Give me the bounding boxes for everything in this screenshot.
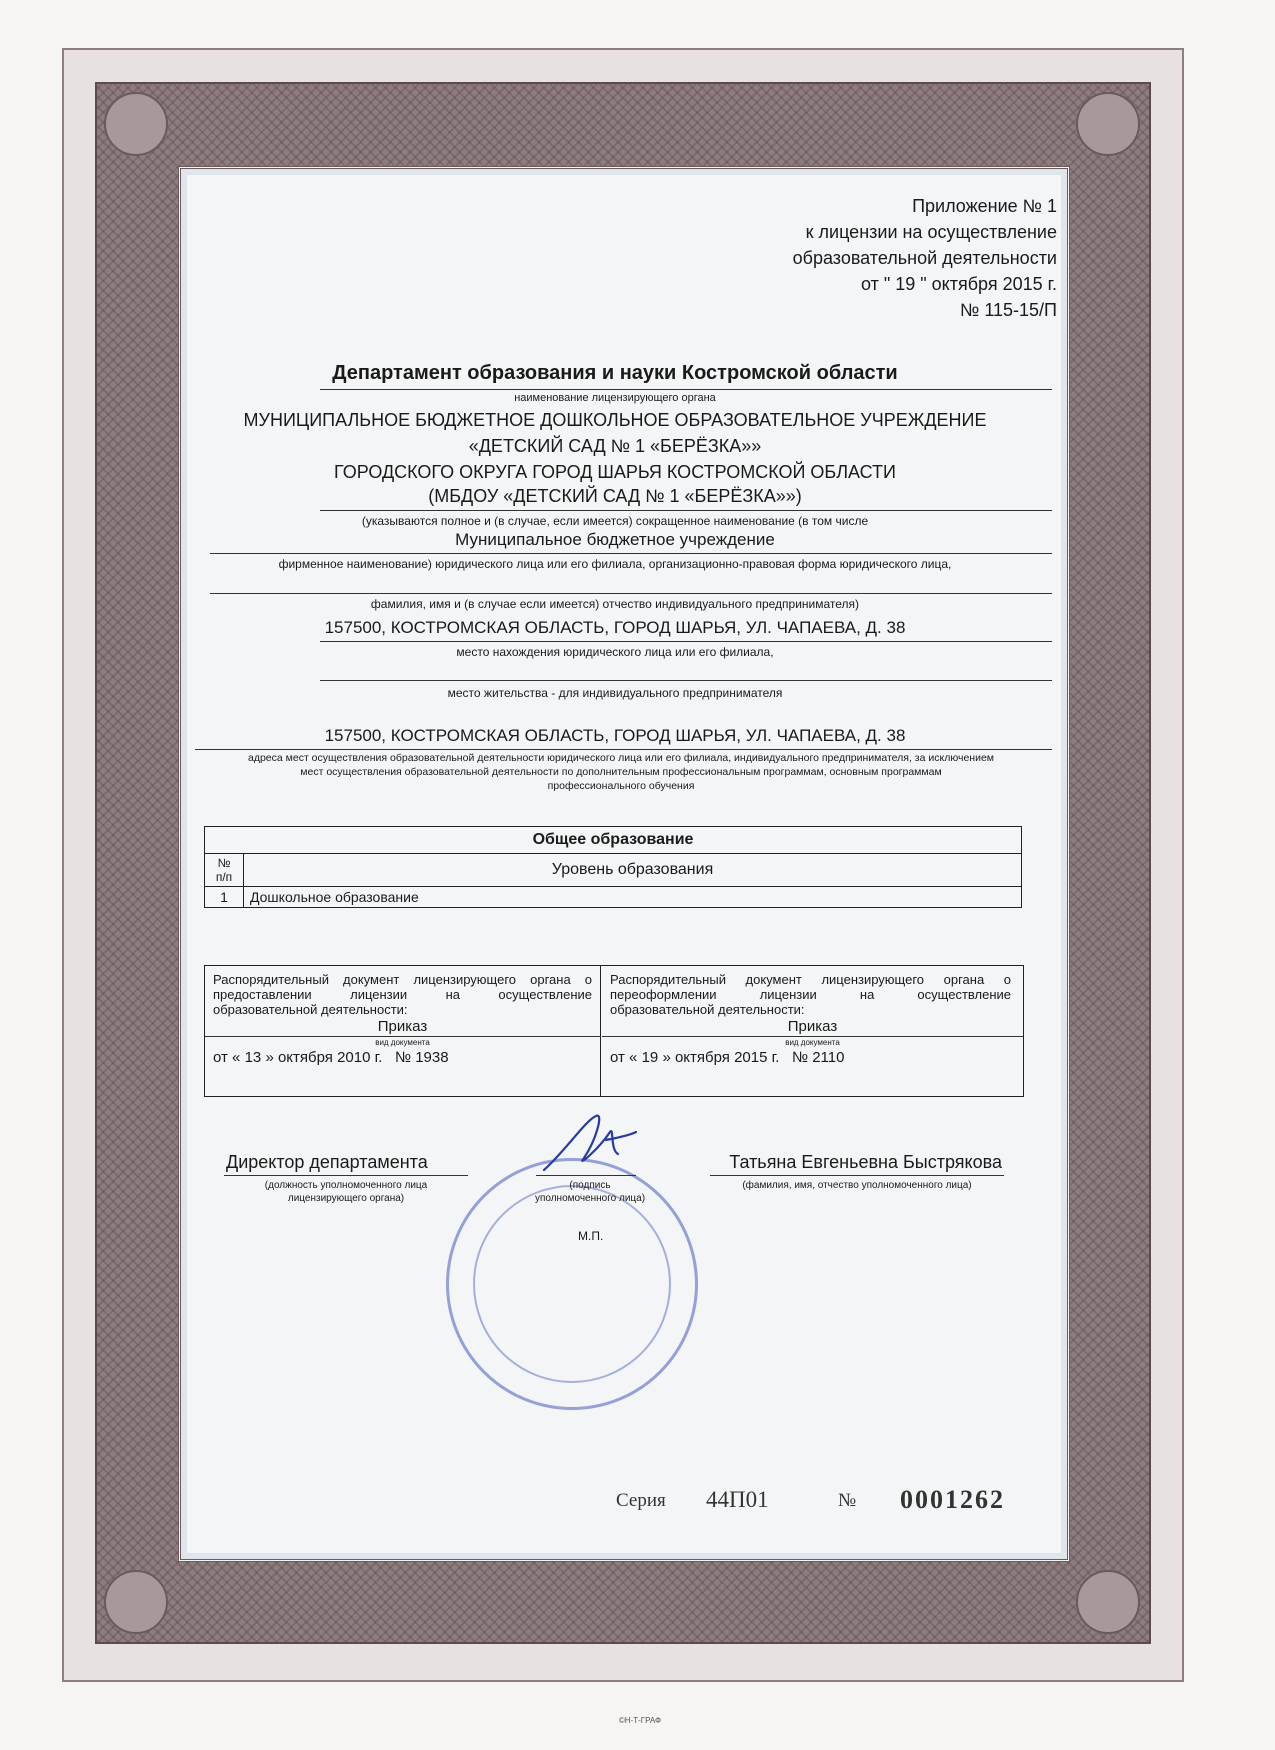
date-month-year: » октября 2015 г.: [662, 1049, 780, 1066]
right-doc-line-3: образовательной деятельности:: [610, 1002, 805, 1017]
underline: [210, 593, 1052, 594]
left-doc-line-1: Распорядительный документ лицензирующего органа о: [213, 972, 592, 987]
left-doc-line-3: образовательной деятельности:: [213, 1002, 408, 1017]
date-prefix: от «: [213, 1049, 241, 1066]
position-caption-1: (должность уполномоченного лица: [264, 1180, 428, 1191]
table-title: Общее образование: [205, 827, 1022, 854]
signer-position: Директор департамента: [226, 1152, 428, 1172]
date-prefix: от «: [610, 1049, 638, 1066]
appendix-line-3: образовательной деятельности: [792, 248, 1057, 268]
authority-name: Департамент образования и науки Костромской области: [332, 362, 898, 384]
table-title-row: [205, 827, 1022, 854]
activity-address: 157500, КОСТРОМСКАЯ ОБЛАСТЬ, ГОРОД ШАРЬЯ, УЛ. ЧАПАЕВА, Д. 38: [324, 726, 906, 745]
underline: [320, 680, 1052, 681]
activity-caption-2: мест осуществления образовательной деятельности по дополнительным профессиональным программам, основным программам: [300, 766, 942, 778]
right-doc-line-2: переоформлении лицензии на осуществление: [610, 987, 1011, 1002]
org-caption-1: (указываются полное и (в случае, если имеется) сокращенное наименование (в том числе: [361, 514, 869, 528]
date-month-year: » октября 2010 г.: [265, 1049, 383, 1066]
activity-caption-3: профессионального обучения: [547, 780, 695, 792]
document-right: [602, 966, 1023, 1096]
activity-caption-1: адреса мест осуществления образовательной деятельности юридического лица или его филиала, индивидуального предпринимателя, за исключением: [247, 752, 995, 764]
org-name-line-2: «ДЕТСКИЙ САД № 1 «БЕРЁЗКА»»: [468, 436, 762, 456]
left-doc-date: [213, 1049, 449, 1066]
underline: [195, 749, 1052, 750]
location-caption-2: место жительства - для индивидуального предпринимателя: [447, 686, 783, 700]
left-doc-line-2: предоставлении лицензии на осуществление: [213, 987, 592, 1002]
doc-number: № 1938: [394, 1049, 449, 1066]
number-label: №: [838, 1490, 857, 1511]
corner-rosette: [1076, 92, 1140, 156]
handwritten-signature: [536, 1110, 646, 1182]
series-label: Серия: [616, 1490, 666, 1511]
date-day: 19: [641, 1049, 659, 1066]
org-legal-form: Муниципальное бюджетное учреждение: [455, 530, 775, 549]
corner-rosette: [104, 1570, 168, 1634]
appendix-number: № 115-15/П: [960, 300, 1057, 320]
appendix-date: от " 19 " октября 2015 г.: [860, 274, 1057, 294]
underline: [320, 510, 1052, 511]
right-doc-date: [610, 1049, 844, 1066]
appendix-title: Приложение № 1: [912, 196, 1057, 216]
column-level-header: Уровень образования: [244, 854, 1022, 887]
col-num-line-2: п/п: [215, 870, 233, 884]
org-name-line-3: ГОРОДСКОГО ОКРУГА ГОРОД ШАРЬЯ КОСТРОМСКОЙ ОБЛАСТИ: [334, 462, 896, 482]
location-caption-1: место нахождения юридического лица или его филиала,: [456, 645, 774, 659]
authority-caption: наименование лицензирующего органа: [514, 392, 716, 404]
printer-mark: ©Н-Т-ГРАФ: [618, 1716, 662, 1725]
table-header-row: [205, 854, 1022, 887]
signer-name: Татьяна Евгеньевна Быстрякова: [729, 1152, 1002, 1172]
appendix-line-2: к лицензии на осуществление: [805, 222, 1057, 242]
name-caption: (фамилия, имя, отчество уполномоченного лица): [742, 1180, 972, 1191]
corner-rosette: [1076, 1570, 1140, 1634]
document-left: [205, 966, 601, 1096]
org-caption-3: фамилия, имя и (в случае если имеется) отчество индивидуального предпринимателя): [370, 597, 860, 611]
row-level: Дошкольное образование: [244, 887, 1022, 908]
series-value: 44П01: [706, 1487, 769, 1512]
position-caption-2: лицензирующего органа): [287, 1193, 405, 1204]
underline: [536, 1175, 636, 1176]
org-name-line-1: МУНИЦИПАЛЬНОЕ БЮДЖЕТНОЕ ДОШКОЛЬНОЕ ОБРАЗОВАТЕЛЬНОЕ УЧРЕЖДЕНИЕ: [243, 410, 987, 430]
underline: [224, 1175, 468, 1176]
row-number: 1: [205, 887, 244, 908]
underline: [320, 389, 1052, 390]
right-doc-line-1: Распорядительный документ лицензирующего органа о: [610, 972, 1011, 987]
org-short-name: (МБДОУ «ДЕТСКИЙ САД № 1 «БЕРЁЗКА»»): [428, 486, 802, 506]
underline: [205, 1036, 600, 1037]
left-doc-type-caption: вид документа: [375, 1038, 430, 1047]
right-doc-type-caption: вид документа: [785, 1038, 840, 1047]
education-table: [204, 826, 1022, 908]
seal-place-mark: М.П.: [578, 1229, 604, 1243]
underline: [320, 641, 1052, 642]
date-day: 13: [244, 1049, 262, 1066]
corner-rosette: [104, 92, 168, 156]
underline: [602, 1036, 1023, 1037]
location-address: 157500, КОСТРОМСКАЯ ОБЛАСТЬ, ГОРОД ШАРЬЯ, УЛ. ЧАПАЕВА, Д. 38: [324, 618, 906, 637]
org-caption-2: фирменное наименование) юридического лица или его филиала, организационно-правовая форма юридического лица,: [278, 557, 952, 571]
right-doc-type: Приказ: [787, 1018, 838, 1035]
column-number-header: [205, 854, 244, 887]
underline: [210, 553, 1052, 554]
sign-caption-1: (подпись: [569, 1180, 611, 1191]
serial-number: 0001262: [900, 1485, 1005, 1514]
sign-caption-2: уполномоченного лица): [534, 1193, 646, 1204]
documents-box: [204, 965, 1024, 1097]
table-row: [205, 887, 1022, 908]
underline: [710, 1175, 1004, 1176]
col-num-line-1: №: [217, 856, 231, 870]
left-doc-type: Приказ: [377, 1018, 428, 1035]
doc-number: № 2110: [791, 1049, 845, 1066]
